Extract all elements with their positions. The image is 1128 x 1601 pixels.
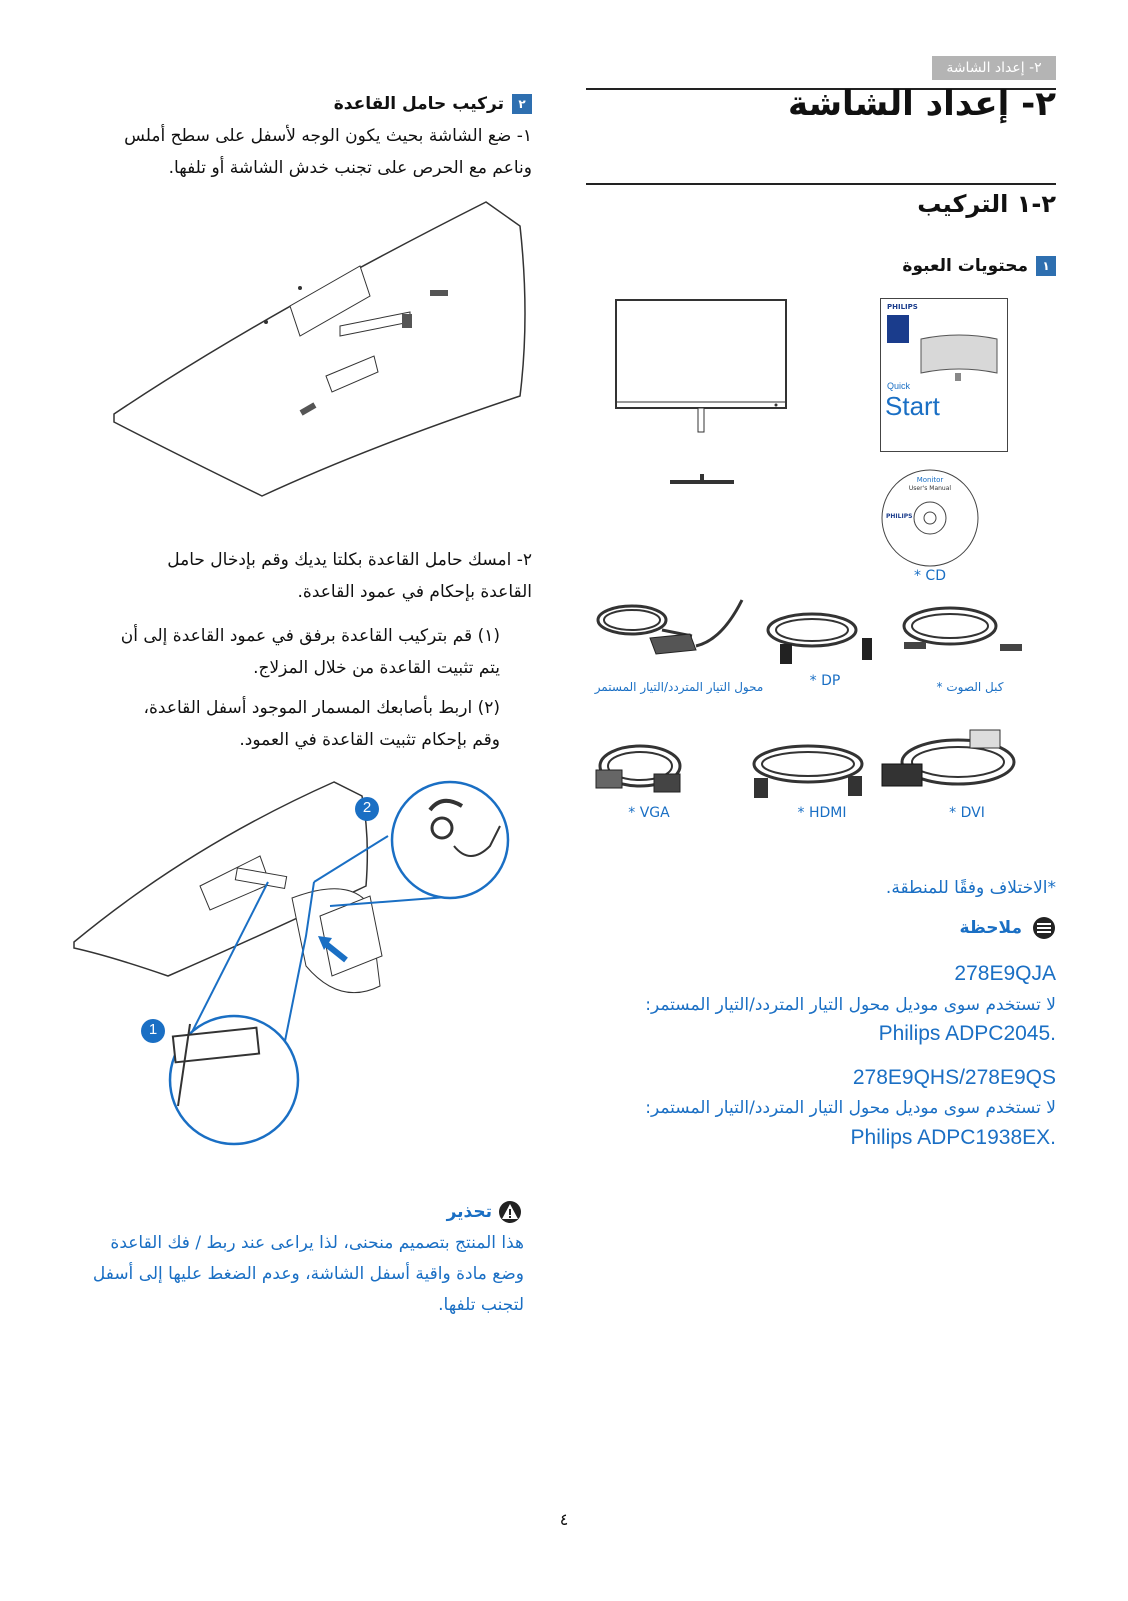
step1-line1: ١- ضع الشاشة بحيث يكون الوجه لأسفل على سطح أملس — [124, 126, 532, 146]
warning-title: تحذير — [446, 1202, 492, 1222]
page-number: ٤ — [559, 1510, 569, 1529]
step2-line1: ٢- امسك حامل القاعدة بكلتا يديك وقم بإدخال حامل — [167, 550, 532, 570]
power-adapter-image — [592, 590, 762, 670]
substep1-text — [60, 620, 500, 684]
booklet-monitor-image — [919, 333, 999, 383]
caption-audio: * كبل الصوت — [936, 680, 1004, 694]
model-adapter-1: Philips ADPC2045. — [878, 1022, 1056, 1045]
caption-power-adapter: محول التيار المتردد/التيار المستمر — [594, 680, 764, 694]
monitor-back-illustration — [110, 196, 530, 506]
caption-vga: * VGA — [628, 805, 670, 821]
substep1-line1: (١) قم بتركيب القاعدة برفق في عمود القاعدة إلى أن — [120, 626, 500, 646]
callout-2-label: 2 — [362, 799, 372, 816]
title-rule-bottom — [586, 183, 1056, 185]
substep2-line1: (٢) اربط بأصابعك المسمار الموجود أسفل القاعدة، — [143, 698, 500, 718]
warning-icon — [498, 1200, 524, 1226]
caption-hdmi: * HDMI — [797, 805, 847, 821]
cd-brand: PHILIPS — [886, 513, 913, 520]
contents-title: محتويات العبوة — [902, 256, 1028, 276]
booklet-badge — [887, 315, 909, 343]
dp-cable-image — [762, 600, 892, 670]
base-number: ٢ — [512, 94, 532, 114]
audio-cable-image — [890, 596, 1040, 666]
base-heading — [334, 94, 532, 114]
model-name-2: 278E9QHS/278E9QS — [852, 1066, 1056, 1089]
step2-text — [72, 544, 532, 608]
caption-dvi: * DVI — [949, 805, 985, 821]
booklet-quick: Quick — [887, 381, 911, 391]
monitor-illustration — [600, 298, 800, 498]
base-title: تركيب حامل القاعدة — [333, 94, 504, 114]
step1-text — [72, 120, 532, 184]
quick-start-booklet — [880, 298, 1008, 452]
step2-line2: القاعدة بإحكام في عمود القاعدة. — [297, 582, 532, 602]
model-text-2: لا تستخدم سوى موديل محول التيار المتردد/التيار المستمر: — [645, 1098, 1056, 1118]
model-name-1: 278E9QJA — [954, 962, 1056, 985]
step1-line2: وناعم مع الحرص على تجنب خدش الشاشة أو تلفها. — [168, 158, 532, 178]
subsection-title: ٢-١ التركيب — [917, 190, 1056, 218]
dvi-cable-image — [878, 726, 1038, 806]
warning-line2: وضع مادة واقية أسفل الشاشة، وعدم الضغط عليها إلى أسفل — [92, 1264, 524, 1284]
contents-number: ١ — [1036, 256, 1056, 276]
substep1-line2: يتم تثبيت القاعدة من خلال المزلاج. — [253, 658, 500, 678]
booklet-start: Start — [885, 391, 940, 421]
cd-caption: * CD — [913, 568, 946, 584]
warning-text — [64, 1228, 524, 1321]
region-note: *الاختلاف وفقًا للمنطقة. — [885, 878, 1056, 898]
model-text-1: لا تستخدم سوى موديل محول التيار المتردد/التيار المستمر: — [645, 995, 1056, 1015]
callout-1-label: 1 — [148, 1021, 158, 1038]
note-title: ملاحظة — [959, 918, 1022, 938]
hdmi-cable-image — [738, 736, 888, 806]
chapter-tag: ٢- إعداد الشاشة — [932, 56, 1056, 80]
section-title: ٢- إعداد الشاشة — [787, 84, 1056, 124]
base-attach-illustration — [70, 776, 540, 1146]
vga-cable-image — [590, 736, 730, 806]
cd-sublabel: User's Manual — [908, 485, 952, 492]
model-adapter-2: Philips ADPC1938EX. — [850, 1126, 1056, 1149]
contents-heading — [902, 256, 1056, 276]
warning-line1: هذا المنتج بتصميم منحنى، لذا يراعى عند ربط / فك القاعدة — [110, 1233, 524, 1253]
warning-line3: لتجنب تلفها. — [438, 1295, 524, 1315]
caption-dp: * DP — [809, 673, 841, 689]
note-icon — [1032, 916, 1058, 942]
cd-label: Monitor — [916, 476, 944, 484]
booklet-brand: PHILIPS — [887, 303, 918, 311]
substep2-line2: وقم بإحكام تثبيت القاعدة في العمود. — [239, 730, 500, 750]
substep2-text — [60, 692, 500, 756]
